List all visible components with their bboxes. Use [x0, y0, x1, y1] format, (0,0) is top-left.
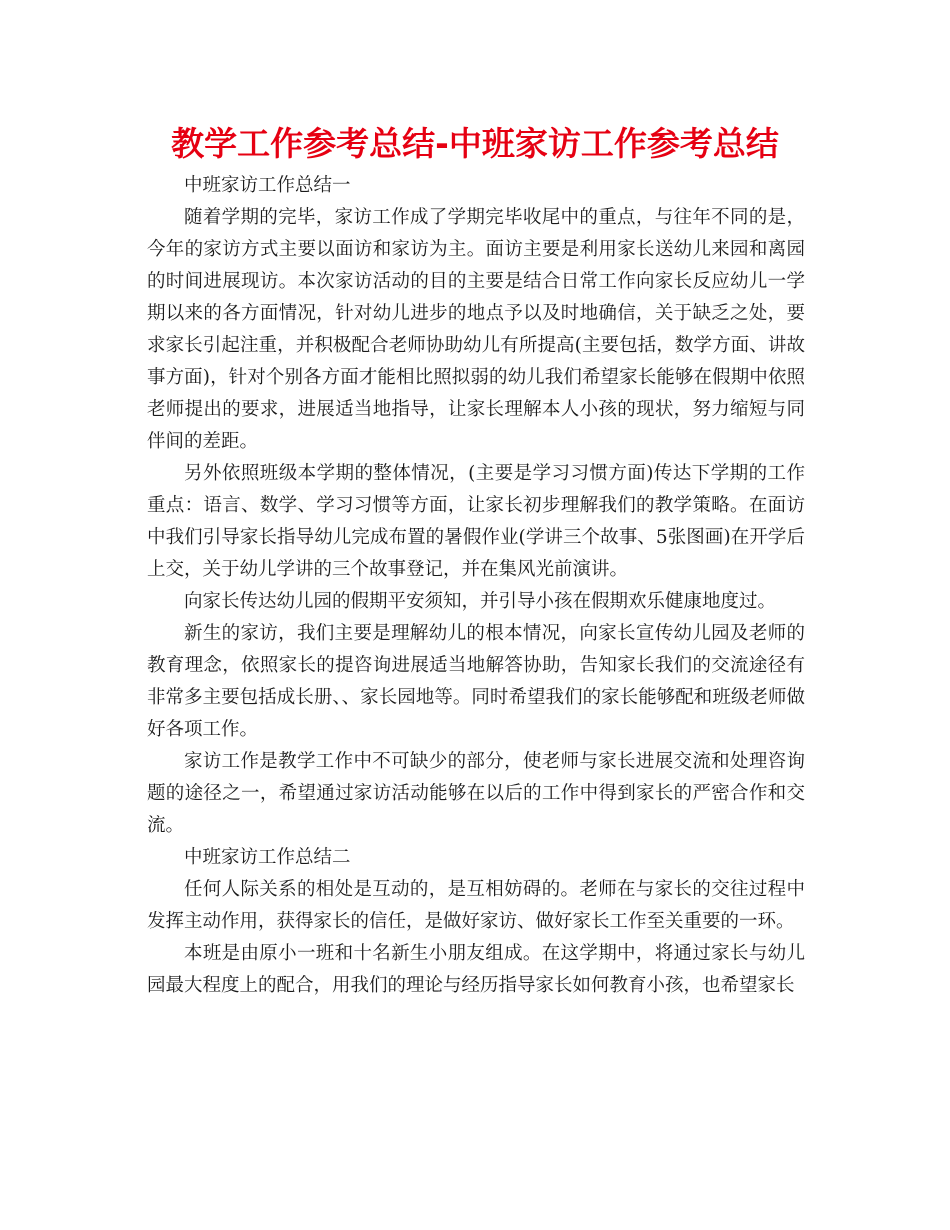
section-heading-1: 中班家访工作总结一 [184, 175, 351, 196]
paragraph: 另外依照班级本学期的整体情况，(主要是学习习惯方面)传达下学期的工作重点：语言、数学、学习习惯等方面，让家长初步理解我们的教学策略。在面访中我们引导家长指导幼儿完成布置的暑假作业(学讲三个故事、5张图画)在开学后上交，关于幼儿学讲的三个故事登记，并在集风光前演讲。 [147, 463, 805, 580]
paragraph: 随着学期的完毕，家访工作成了学期完毕收尾中的重点，与往年不同的是，今年的家访方式主要以面访和家访为主。面访主要是利用家长送幼儿来园和离园的时间进展现访。本次家访活动的目的主要是结合日常工作向家长反应幼儿一学期以来的各方面情况，针对幼儿进步的地点予以及时地确信，关于缺乏之处，要求家长引起注重，并积极配合老师协助幼儿有所提高(主要包括，数学方面、讲故事方面)，针对个别各方面才能相比照拟弱的幼儿我们希望家长能够在假期中依照老师提出的要求，进展适当地指导，让家长理解本人小孩的现状，努力缩短与同伴间的差距。 [147, 207, 805, 452]
paragraph: 新生的家访，我们主要是理解幼儿的根本情况，向家长宣传幼儿园及老师的教育理念，依照家长的提咨询进展适当地解答协助，告知家长我们的交流途径有非常多主要包括成长册、、家长园地等。同时希望我们的家长能够配和班级老师做好各项工作。 [147, 623, 805, 740]
document-title: 教学工作参考总结-中班家访工作参考总结 [171, 124, 779, 163]
section-heading-2: 中班家访工作总结二 [184, 847, 351, 868]
document-body [147, 170, 805, 1002]
paragraph: 任何人际关系的相处是互动的，是互相妨碍的。老师在与家长的交往过程中发挥主动作用，获得家长的信任，是做好家访、做好家长工作至关重要的一环。 [147, 879, 805, 932]
paragraph: 向家长传达幼儿园的假期平安须知，并引导小孩在假期欢乐健康地度过。 [184, 591, 777, 612]
paragraph: 家访工作是教学工作中不可缺少的部分，使老师与家长进展交流和处理咨询题的途径之一，希望通过家访活动能够在以后的工作中得到家长的严密合作和交流。 [147, 751, 805, 836]
paragraph: 本班是由原小一班和十名新生小朋友组成。在这学期中，将通过家长与幼儿园最大程度上的配合，用我们的理论与经历指导家长如何教育小孩，也希望家长 [147, 943, 805, 996]
